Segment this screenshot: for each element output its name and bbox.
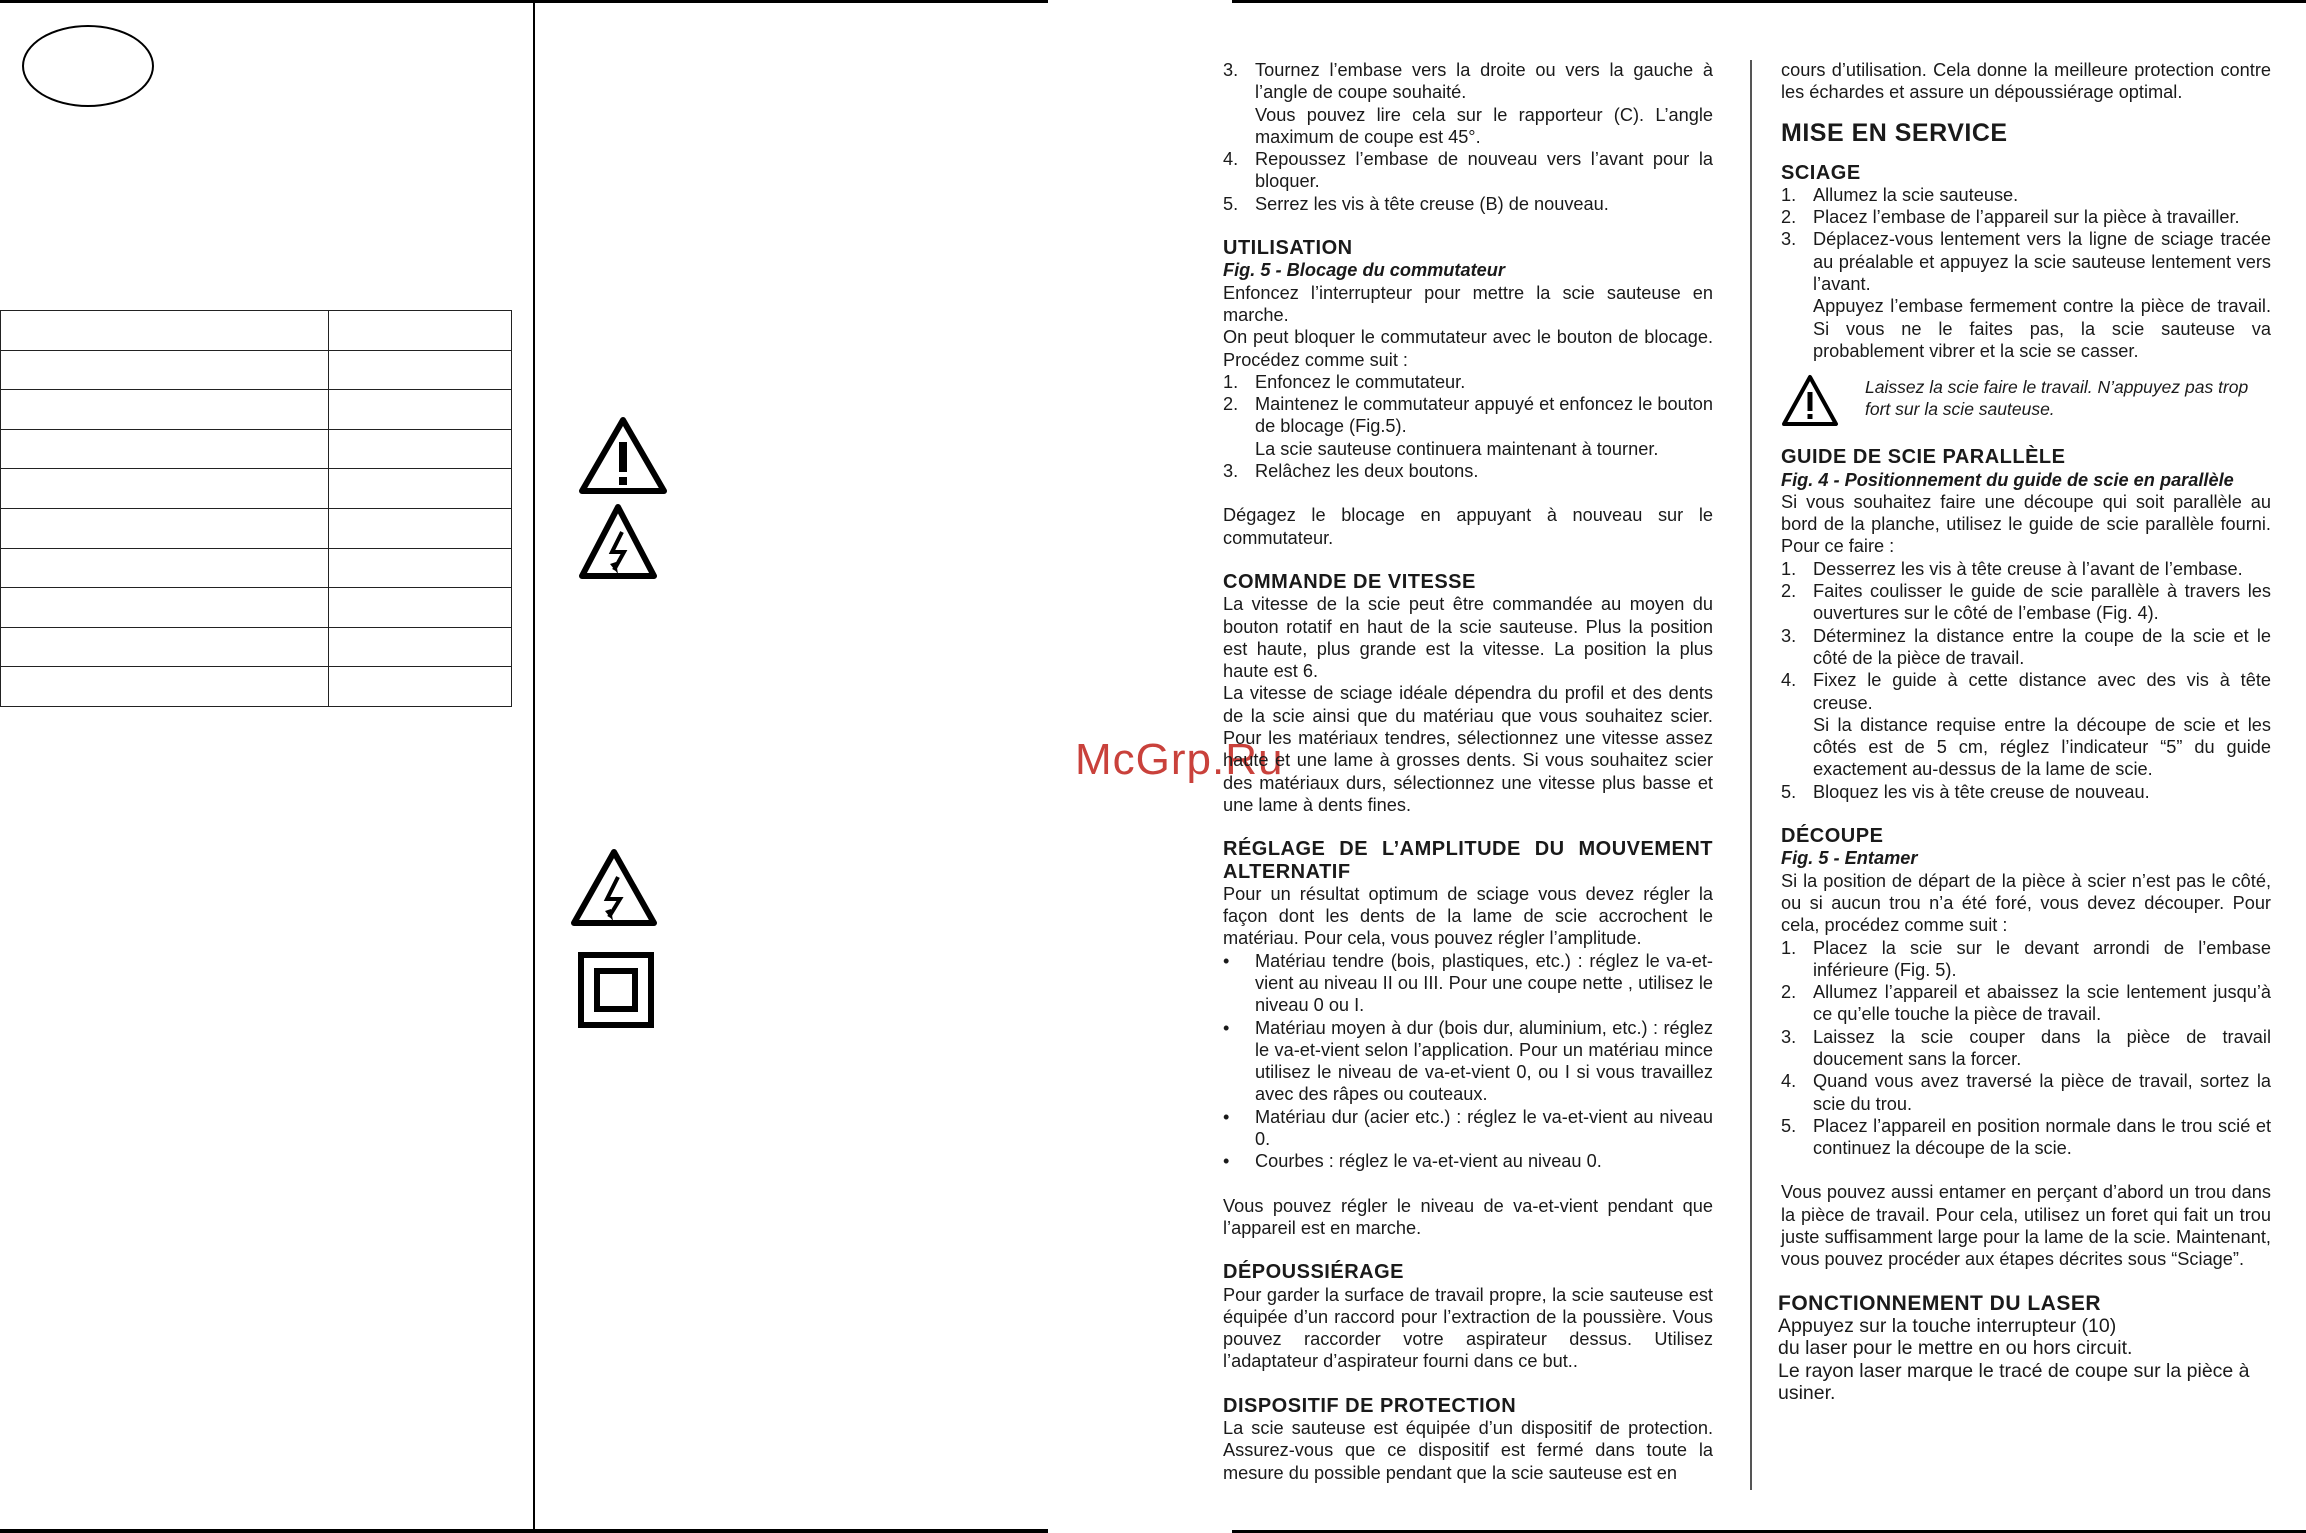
list-item: La scie sauteuse continuera maintenant à tourner. bbox=[1255, 438, 1659, 459]
paragraph: Vous pouvez régler le niveau de va-et-vient pendant que l’appareil est en marche. bbox=[1223, 1195, 1713, 1238]
table-row bbox=[1, 429, 512, 469]
paragraph: On peut bloquer le commutateur avec le bouton de blocage. Procédez comme suit : bbox=[1223, 327, 1713, 370]
table-row bbox=[1, 588, 512, 628]
list-item: 2. Maintenez le commutateur appuyé et enfoncez le bouton de blocage (Fig.5). bbox=[1223, 394, 1714, 437]
paragraph: La vitesse de sciage idéale dépendra du profil et des dents de la scie ainsi que du matériau que vous souhaitez scier. Pour les matériaux tendres, sélectionnez une vitesse assez haute et une lame à grosses dents. Si vous souhaitez scier des matériaux durs, sélectionnez une vitesse plus basse et une lame à dents fines. bbox=[1223, 683, 1713, 815]
table-row bbox=[1, 350, 512, 390]
table-row bbox=[1, 390, 512, 430]
list-item: 1. Enfoncez le commutateur. bbox=[1223, 371, 1466, 392]
top-rule-right bbox=[1232, 0, 2306, 3]
list-item: 1. Desserrez les vis à tête creuse à l’avant de l’embase. bbox=[1781, 558, 2243, 579]
figure-caption: Fig. 5 - Blocage du commutateur bbox=[1223, 260, 1505, 281]
list-item: 4. Repoussez l’embase de nouveau vers l’avant pour la bloquer. bbox=[1223, 149, 1713, 192]
list-item: 2. Placez l’embase de l’appareil sur la pièce à travailler. bbox=[1781, 207, 2240, 228]
table-row bbox=[1, 548, 512, 588]
list-item: 4. Quand vous avez traversé la pièce de travail, sortez la scie du trou. bbox=[1781, 1071, 2271, 1114]
list-item: 3. Déplacez-vous lentement vers la ligne de sciage tracée au préalable et appuyez la scie sauteuse lentement vers l’avant. bbox=[1781, 229, 2271, 295]
list-item: • Matériau dur (acier etc.) : réglez le va-et-vient au niveau 0. bbox=[1223, 1106, 1713, 1150]
section-heading: DISPOSITIF DE PROTECTION bbox=[1223, 1394, 1517, 1417]
chapter-heading: MISE EN SERVICE bbox=[1781, 118, 2008, 147]
section-heading: SCIAGE bbox=[1781, 161, 1861, 184]
section-heading: FONCTIONNEMENT DU LASER bbox=[1778, 1291, 2101, 1315]
paragraph: cours d’utilisation. Cela donne la meilleure protection contre les échardes et assure un dépoussiérage optimal. bbox=[1781, 60, 2271, 103]
electric-hazard-icon-2 bbox=[570, 847, 658, 929]
spec-table bbox=[0, 310, 512, 707]
warning-exclamation-icon bbox=[578, 415, 668, 495]
list-item: 1. Allumez la scie sauteuse. bbox=[1781, 184, 2019, 205]
paragraph: Pour garder la surface de travail propre, la scie sauteuse est équipée d’un raccord pour l’extraction de la poussière. Vous pouvez raccorder votre aspirateur dessus. Utilisez l’adaptateur d’aspirateur fourni dans ce but.. bbox=[1223, 1284, 1713, 1372]
list-item: 3. Laissez la scie couper dans la pièce de travail doucement sans la forcer. bbox=[1781, 1026, 2271, 1069]
sciage-list bbox=[1781, 184, 2271, 362]
laser-line: du laser pour le mettre en ou hors circuit. bbox=[1778, 1337, 2133, 1360]
list-item: • Matériau moyen à dur (bois dur, aluminium, etc.) : réglez le va-et-vient selon l’application. Pour un matériau mince utilisez le niveau de va-et-vient 0, ou I si vous travaillez avec des râpes ou couteaux. bbox=[1223, 1017, 1713, 1105]
decoupe-list bbox=[1781, 937, 2271, 1160]
list-a bbox=[1223, 59, 1713, 215]
table-row bbox=[1, 667, 512, 707]
figure-caption: Fig. 4 - Positionnement du guide de scie en parallèle bbox=[1781, 469, 2234, 490]
column-4 bbox=[1778, 59, 2271, 1405]
list-item: 5. Placez l’appareil en position normale dans le trou scié et continuez la découpe de la scie. bbox=[1781, 1115, 2271, 1159]
section-heading: DÉCOUPE bbox=[1781, 825, 1884, 848]
guide-list bbox=[1781, 558, 2271, 803]
list-item: 3. Tournez l’embase vers la droite ou vers la gauche à l’angle de coupe souhaité. bbox=[1223, 60, 1713, 103]
warning-text: Laissez la scie faire le travail. N’appuyez pas trop fort sur la scie sauteuse. bbox=[1865, 377, 2249, 420]
laser-line: Le rayon laser marque le tracé de coupe sur la pièce à usiner. bbox=[1778, 1359, 2250, 1405]
table-row bbox=[1, 311, 512, 351]
paragraph: Dégagez le blocage en appuyant à nouveau sur le commutateur. bbox=[1223, 505, 1713, 548]
list-item: 3. Déterminez la distance entre la coupe de la scie et le côté de la pièce de travail. bbox=[1781, 625, 2271, 668]
section-heading: RÉGLAGE DE L’AMPLITUDE DU MOUVEMENT ALTERNATIF bbox=[1223, 838, 1713, 883]
laser-line: Appuyez sur la touche interrupteur (10) bbox=[1778, 1314, 2117, 1337]
section-heading: GUIDE DE SCIE PARALLÈLE bbox=[1781, 446, 2066, 469]
electric-hazard-icon bbox=[578, 502, 658, 582]
list-item: 3. Relâchez les deux boutons. bbox=[1223, 461, 1479, 482]
table-row bbox=[1, 627, 512, 667]
paragraph: Si la position de départ de la pièce à scier n’est pas le côté, ou si aucun trou n’a été foré, vous devez découper. Pour cela, procédez comme suit : bbox=[1781, 870, 2271, 936]
list-item: 2. Faites coulisser le guide de scie parallèle à travers les ouvertures sur le côté de l’embase (Fig. 4). bbox=[1781, 581, 2271, 624]
list-item: • Matériau tendre (bois, plastiques, etc.) : réglez le va-et-vient au niveau II ou III. Pour une coupe nette , utilisez le niveau 0 ou I. bbox=[1223, 950, 1713, 1016]
list-item: Si la distance requise entre la découpe de scie et les côtés est de 5 cm, réglez l’indicateur “5” du guide exactement au-dessus de la lame de scie. bbox=[1813, 714, 2271, 780]
laser-text bbox=[1778, 1315, 2271, 1405]
watermark: McGrp.Ru bbox=[1075, 735, 1284, 784]
language-oval bbox=[22, 25, 154, 107]
utilisation-list bbox=[1223, 371, 1713, 482]
list-item: • Courbes : réglez le va-et-vient au niveau 0. bbox=[1223, 1151, 1602, 1172]
paragraph: La vitesse de la scie peut être commandée au moyen du bouton rotatif en haut de la scie sauteuse. Plus la position est haute, plus grande est la vitesse. La position la plus haute est 6. bbox=[1223, 594, 1713, 682]
warning-exclamation-icon bbox=[1781, 374, 1839, 428]
amplitude-list bbox=[1223, 950, 1713, 1173]
top-rule-left bbox=[0, 0, 1048, 3]
list-item: 5. Bloquez les vis à tête creuse de nouveau. bbox=[1781, 781, 2150, 802]
left-page-divider bbox=[533, 0, 535, 1530]
list-item: 4. Fixez le guide à cette distance avec des vis à tête creuse. bbox=[1781, 670, 2271, 713]
paragraph: Pour un résultat optimum de sciage vous devez régler la façon dont les dents de la lame de scie accrochent le matériau. Pour cela, vous pouvez régler l’amplitude. bbox=[1223, 883, 1713, 949]
list-item: 2. Allumez l’appareil et abaissez la scie lentement jusqu’à ce qu’elle touche la pièce de travail. bbox=[1781, 982, 2271, 1025]
section-heading: DÉPOUSSIÉRAGE bbox=[1223, 1261, 1404, 1284]
figure-caption: Fig. 5 - Entamer bbox=[1781, 848, 1918, 869]
warning-note bbox=[1781, 376, 2271, 432]
list-item: 5. Serrez les vis à tête creuse (B) de nouveau. bbox=[1223, 193, 1609, 214]
section-heading: COMMANDE DE VITESSE bbox=[1223, 570, 1476, 593]
list-item: Vous pouvez lire cela sur le rapporteur (C). L’angle maximum de coupe est 45°. bbox=[1255, 104, 1713, 147]
table-row bbox=[1, 469, 512, 509]
paragraph: Si vous souhaitez faire une découpe qui soit parallèle au bord de la planche, utilisez le guide de scie parallèle fourni. Pour ce faire : bbox=[1781, 491, 2271, 557]
list-item: Appuyez l’embase fermement contre la pièce de travail. Si vous ne le faites pas, la scie sauteuse va probablement vibrer et la scie se casser. bbox=[1813, 296, 2271, 361]
paragraph: Enfoncez l’interrupteur pour mettre la scie sauteuse en marche. bbox=[1223, 282, 1713, 325]
section-heading: UTILISATION bbox=[1223, 237, 1353, 260]
list-item: 1. Placez la scie sur le devant arrondi de l’embase inférieure (Fig. 5). bbox=[1781, 937, 2271, 980]
bottom-rule-left-main bbox=[0, 1529, 1048, 1532]
table-row bbox=[1, 508, 512, 548]
double-insulation-icon bbox=[578, 952, 654, 1028]
column-3 bbox=[1223, 59, 1713, 1484]
column-divider bbox=[1750, 60, 1752, 1490]
paragraph: Vous pouvez aussi entamer en perçant d’abord un trou dans la pièce de travail. Pour cela, utilisez un foret qui fait un trou juste suffisamment large pour la lame de la scie. Maintenant, vous pouvez procéder aux étapes décrites sous “Sciage”. bbox=[1781, 1182, 2271, 1270]
paragraph: La scie sauteuse est équipée d’un dispositif de protection. Assurez-vous que ce dispositif est fermé dans toute la mesure du possible pendant que la scie sauteuse est en bbox=[1223, 1418, 1713, 1483]
